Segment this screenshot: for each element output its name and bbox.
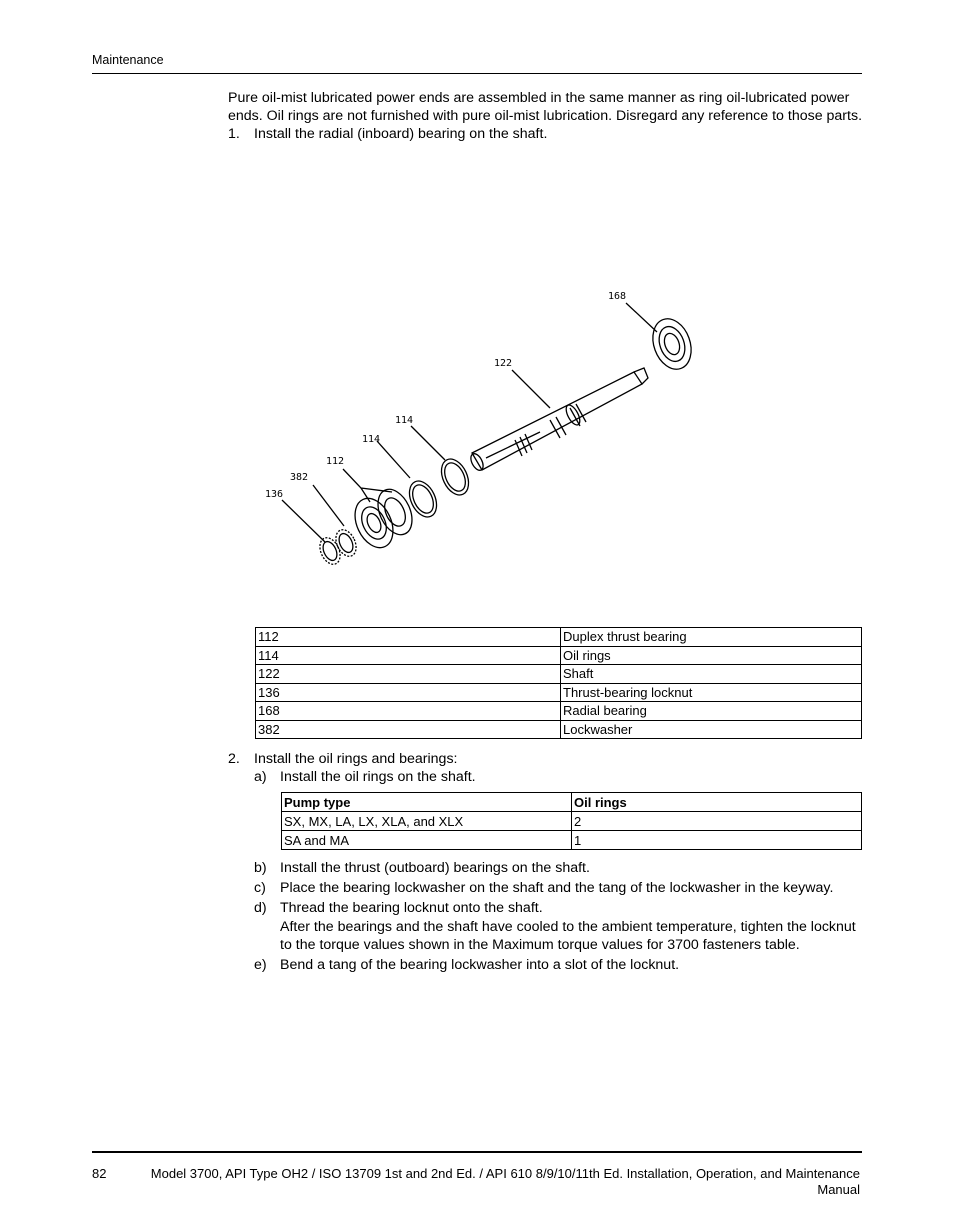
document-title: Model 3700, API Type OH2 / ISO 13709 1st and 2nd Ed. / API 610 8/9/10/11th Ed. Installation, Operation, and Maintenance Manual [150,1166,860,1197]
page-footer [92,1166,860,1198]
callout-136: 136 [265,489,284,500]
step-text: Install the oil rings and bearings: [254,751,458,767]
pump-type-cell: SA and MA [282,831,572,850]
page-number: 82 [92,1166,107,1181]
part-number: 382 [256,720,561,739]
step-number: 2. [228,751,240,767]
substep-letter: c) [254,880,266,896]
running-header: Maintenance [92,53,164,67]
part-number: 168 [256,702,561,721]
part-number: 136 [256,683,561,702]
callout-168: 168 [608,291,627,302]
substep-text: Install the thrust (outboard) bearings on the shaft. [280,860,590,876]
table-row [256,720,862,739]
step-1 [228,125,864,143]
intro-paragraph: Pure oil-mist lubricated power ends are assembled in the same manner as ring oil-lubricated power ends. Oil rings are not furnished with pure oil-mist lubrication. Disregard any reference to those parts. [228,90,863,124]
substep-text: Bend a tang of the bearing lockwasher into a slot of the locknut. [280,957,680,973]
step-2 [228,750,862,786]
part-description: Duplex thrust bearing [561,628,862,647]
substep-e [228,956,862,975]
substep-b [228,859,862,878]
footer-divider [92,1151,862,1153]
step-2-heading [228,750,862,768]
part-number: 114 [256,646,561,665]
part-description: Shaft [561,665,862,684]
substep-letter: d) [254,900,267,916]
intro-section [228,89,864,143]
table-row [256,665,862,684]
substep-c [228,879,862,898]
part-description: Thrust-bearing locknut [561,683,862,702]
callout-382: 382 [290,472,309,483]
header-divider [92,73,862,74]
column-header-oil-rings: Oil rings [572,793,862,812]
substep-letter: a) [254,769,267,785]
table-row [282,831,862,850]
part-description: Lockwasher [561,720,862,739]
pump-type-cell: SX, MX, LA, LX, XLA, and XLX [282,812,572,831]
parts-table [255,627,862,739]
table-row [256,683,862,702]
table-row [256,628,862,647]
oil-rings-cell: 1 [572,831,862,850]
substep-text: Install the oil rings on the shaft. [280,769,476,785]
table-header-row [282,793,862,812]
substep-a [228,768,862,786]
table-row [256,646,862,665]
substeps-b-to-e [228,859,862,976]
substep-text: Thread the bearing locknut onto the shaft. [280,900,543,916]
oil-rings-cell: 2 [572,812,862,831]
shaft-assembly-figure [250,280,710,580]
callout-114-lower: 114 [362,434,381,445]
oil-rings-table [281,792,862,850]
step-number: 1. [228,126,240,142]
substep-d [228,899,862,955]
substep-letter: b) [254,860,267,876]
callout-114-upper: 114 [395,415,414,426]
table-row [256,702,862,721]
callout-122: 122 [494,358,513,369]
step-text: Install the radial (inboard) bearing on the shaft. [254,126,548,142]
substep-letter: e) [254,957,267,973]
part-number: 112 [256,628,561,647]
part-description: Oil rings [561,646,862,665]
part-number: 122 [256,665,561,684]
substep-text: Place the bearing lockwasher on the shaft and the tang of the lockwasher in the keyway. [280,880,834,896]
table-row [282,812,862,831]
column-header-pump-type: Pump type [282,793,572,812]
callout-112: 112 [326,456,345,467]
substep-note: After the bearings and the shaft have cooled to the ambient temperature, tighten the locknut to the torque values shown in the Maximum torque values for 3700 fasteners table. [280,918,856,953]
part-description: Radial bearing [561,702,862,721]
